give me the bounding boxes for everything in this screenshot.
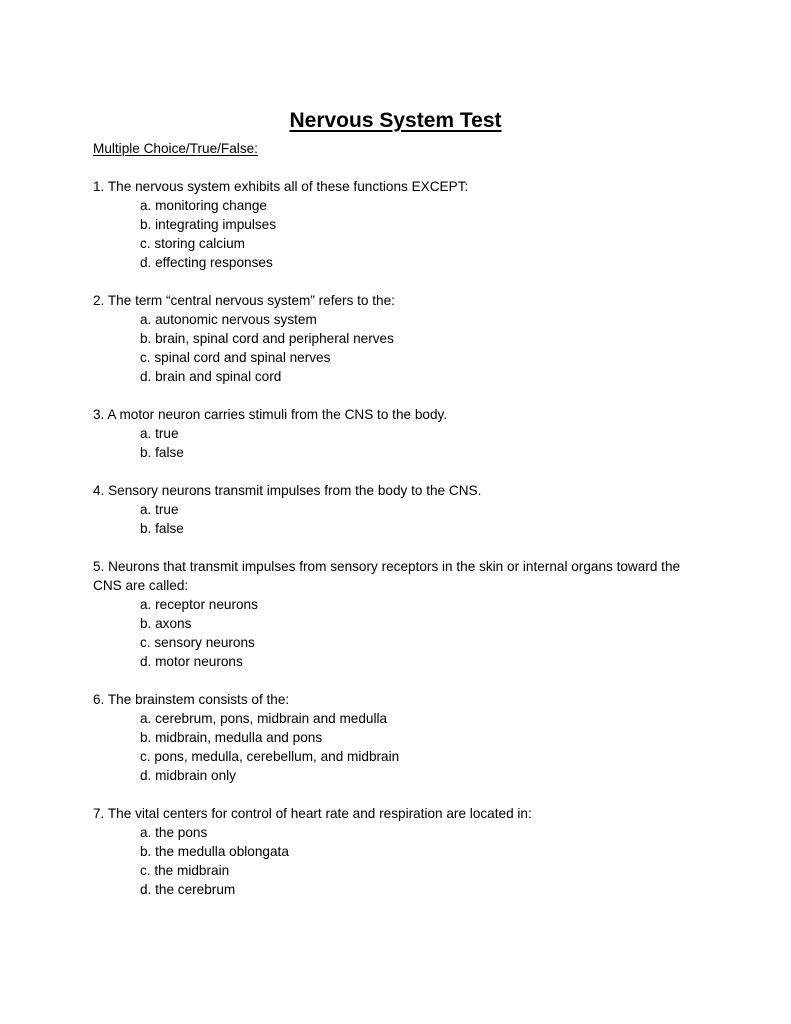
question-text: 7. The vital centers for control of heart rate and respiration are located in: [93, 806, 532, 821]
question-7 [93, 804, 703, 899]
answer-option: d. the cerebrum [140, 882, 236, 897]
answer-option: c. storing calcium [140, 236, 246, 251]
answer-option: c. sensory neurons [140, 635, 255, 650]
answer-option: b. false [140, 445, 184, 460]
answer-options [93, 500, 703, 538]
question-6 [93, 690, 703, 785]
answer-option: b. brain, spinal cord and peripheral nerves [140, 331, 394, 346]
question-2 [93, 291, 703, 386]
answer-option: d. brain and spinal cord [140, 369, 282, 384]
answer-options [93, 595, 703, 671]
test-content [93, 139, 703, 899]
answer-option: a. cerebrum, pons, midbrain and medulla [140, 711, 388, 726]
answer-option: b. axons [140, 616, 192, 631]
question-list [93, 177, 703, 899]
answer-option: b. the medulla oblongata [140, 844, 289, 859]
answer-options [93, 709, 703, 785]
question-4 [93, 481, 703, 538]
answer-option: a. monitoring change [140, 198, 267, 213]
question-1 [93, 177, 703, 272]
answer-option: b. integrating impulses [140, 217, 277, 232]
answer-option: a. the pons [140, 825, 208, 840]
question-5 [93, 557, 703, 671]
section-heading: Multiple Choice/True/False: [93, 141, 258, 156]
answer-options [93, 310, 703, 386]
answer-option: b. midbrain, medulla and pons [140, 730, 323, 745]
question-text: 6. The brainstem consists of the: [93, 692, 290, 707]
answer-option: c. spinal cord and spinal nerves [140, 350, 331, 365]
question-text: 3. A motor neuron carries stimuli from the CNS to the body. [93, 407, 448, 422]
question-text: 1. The nervous system exhibits all of these functions EXCEPT: [93, 179, 469, 194]
answer-option: c. pons, medulla, cerebellum, and midbrain [140, 749, 400, 764]
answer-options [93, 424, 703, 462]
question-3 [93, 405, 703, 462]
answer-options [93, 196, 703, 272]
answer-options [93, 823, 703, 899]
answer-option: d. motor neurons [140, 654, 243, 669]
answer-option: a. true [140, 502, 179, 517]
answer-option: b. false [140, 521, 184, 536]
answer-option: d. effecting responses [140, 255, 273, 270]
question-text: 2. The term “central nervous system” refers to the: [93, 293, 395, 308]
question-text: 4. Sensory neurons transmit impulses from the body to the CNS. [93, 483, 482, 498]
page-title: Nervous System Test [289, 109, 502, 133]
answer-option: d. midbrain only [140, 768, 236, 783]
answer-option: a. autonomic nervous system [140, 312, 317, 327]
answer-option: a. true [140, 426, 179, 441]
answer-option: c. the midbrain [140, 863, 230, 878]
answer-option: a. receptor neurons [140, 597, 258, 612]
question-text: 5. Neurons that transmit impulses from sensory receptors in the skin or internal organs toward the CNS are called: [93, 559, 681, 593]
